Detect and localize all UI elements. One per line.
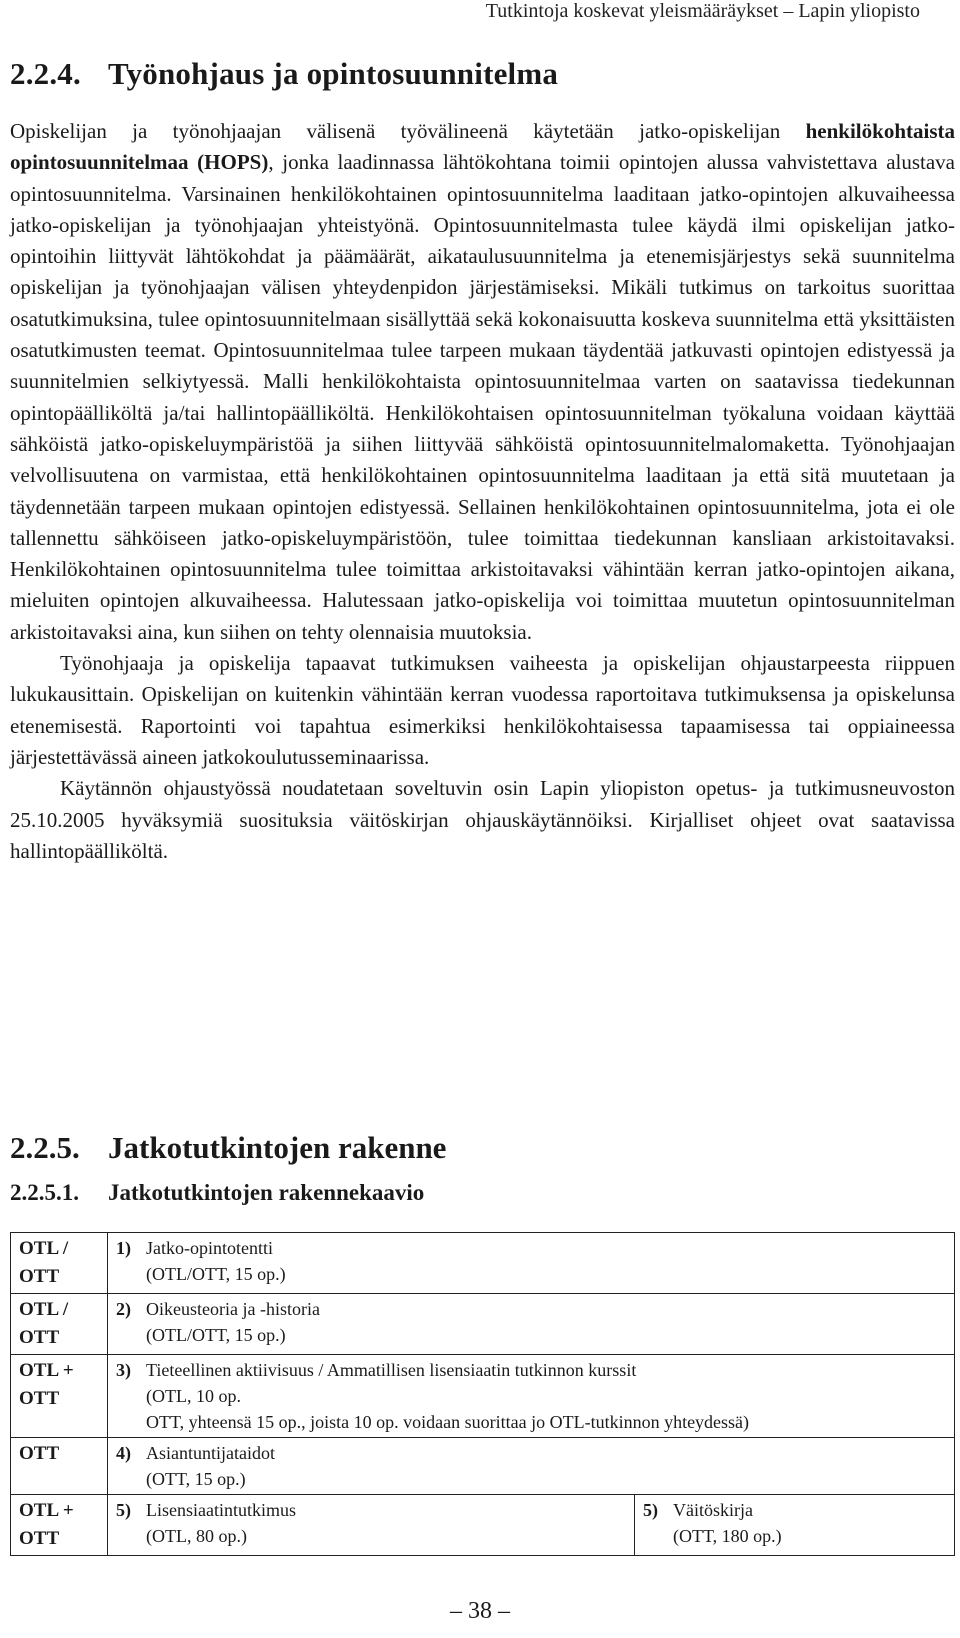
section-heading-2-2-5	[10, 1130, 446, 1166]
section-title: Työnohjaus ja opintosuunnitelma	[108, 56, 559, 91]
section-number: 2.2.5.	[10, 1130, 80, 1165]
degree-label: OTL +	[19, 1360, 74, 1381]
step-credits-note: OTT, yhteensä 15 op., joista 10 op. voidaan suorittaa jo OTL-tutkinnon yhteydessä)	[146, 1412, 750, 1432]
step-number: 2)	[116, 1299, 131, 1319]
step-number: 5)	[116, 1500, 131, 1520]
step-cell	[108, 1355, 955, 1438]
section-number: 2.2.4.	[10, 56, 81, 91]
step-credits: (OTL/OTT, 15 op.)	[146, 1264, 286, 1284]
paragraph-1-text-a: Opiskelijan ja työnohjaajan välisenä työvälineenä käytetään jatko-opiskelijan	[10, 119, 806, 143]
degree-cell	[11, 1438, 108, 1495]
step-credits: (OTL, 10 op.	[146, 1386, 241, 1406]
structure-scheme-table	[10, 1232, 955, 1556]
degree-label: OTT	[19, 1388, 60, 1409]
paragraph-2: Työnohjaaja ja opiskelija tapaavat tutkimuksen vaiheesta ja opiskelijan ohjaustarpeesta riippuen lukukausittain. Opiskelijan on kuitenkin vähintään kerran vuodessa raportoitava tutkimuksensa ja opiskelunsa etenemisestä. Raportointi voi tapahtua esimerkiksi henkilökohtaisessa tapaamisessa tai oppiaineessa järjestettävässä aineen jatkokoulutusseminaarissa.	[10, 651, 955, 769]
degree-label: OTL /	[19, 1238, 69, 1259]
step-cell-licentiate	[108, 1495, 635, 1556]
step-cell	[108, 1294, 955, 1355]
step-number: 4)	[116, 1443, 131, 1463]
degree-label: OTL /	[19, 1299, 69, 1320]
step-credits: (OTL/OTT, 15 op.)	[146, 1325, 286, 1345]
step-cell	[108, 1233, 955, 1294]
section-title: Jatkotutkintojen rakenne	[108, 1130, 447, 1165]
step-credits: (OTL, 80 op.)	[146, 1526, 247, 1546]
table-row	[11, 1294, 955, 1355]
step-number: 3)	[116, 1360, 131, 1380]
section-heading-2-2-5-1	[10, 1180, 424, 1206]
table-row	[11, 1355, 955, 1438]
step-title: Tieteellinen aktiivisuus / Ammatillisen lisensiaatin tutkinnon kurssit	[146, 1360, 637, 1380]
degree-cell	[11, 1355, 108, 1438]
step-number: 5)	[643, 1500, 658, 1520]
table-row	[11, 1233, 955, 1294]
degree-cell	[11, 1495, 108, 1556]
step-cell	[108, 1438, 955, 1495]
step-cell-dissertation	[635, 1495, 955, 1556]
paragraph-3: Käytännön ohjaustyössä noudatetaan soveltuvin osin Lapin yliopiston opetus- ja tutkimusneuvoston 25.10.2005 hyväksymiä suosituksia väitöskirjan ohjauskäytännöiksi. Kirjalliset ohjeet ovat saatavissa hallintopäälliköltä.	[10, 776, 955, 863]
step-title: Oikeusteoria ja -historia	[146, 1299, 320, 1319]
degree-label: OTT	[19, 1528, 60, 1549]
step-title: Jatko-opintotentti	[146, 1238, 273, 1258]
hops-term: henkilökohtaista opintosuunnitelmaa (HOPS)	[10, 119, 955, 175]
degree-cell	[11, 1233, 108, 1294]
step-credits: (OTT, 180 op.)	[673, 1526, 782, 1546]
degree-label: OTT	[19, 1443, 60, 1464]
body-text	[10, 116, 955, 867]
step-number: 1)	[116, 1238, 131, 1258]
table-row	[11, 1438, 955, 1495]
section-number: 2.2.5.1.	[10, 1180, 79, 1205]
step-title: Lisensiaatintutkimus	[146, 1500, 296, 1520]
paragraph-1	[10, 116, 955, 648]
degree-label: OTT	[19, 1266, 60, 1287]
degree-cell	[11, 1294, 108, 1355]
section-title: Jatkotutkintojen rakennekaavio	[108, 1180, 425, 1205]
paragraph-1-text-c: , jonka laadinnassa lähtökohtana toimii opintojen alussa vahvistettava alustava opintosuunnitelma. Varsinainen henkilökohtainen opintosuunnitelma laaditaan jatko-opintojen alkuvaiheessa jatko-opiskelijan ja työnohjaajan yhteistyönä. Opintosuunnitelmasta tulee käydä ilmi opiskelijan jatko-opintoihin liittyvät lähtökohdat ja päämäärät, aikataulusuunnitelma ja etenemisjärjestys sekä suunnitelma opiskelijan ja työnohjaajan välisen yhteydenpidon järjestämiseksi. Mikäli tutkimus on tarkoitus suorittaa osatutkimuksina, tulee opintosuunnitelmaan sisällyttää sekä kokonaisuutta koskeva suunnitelma että yksittäisten osatutkimusten teemat. Opintosuunnitelmaa tulee tarpeen mukaan täydentää jatkuvasti opintojen edistyessä ja suunnitelmien selkiytyessä. Malli henkilökohtaista opintosuunnitelmaa varten on saatavissa tiedekunnan opintopäälliköltä ja/tai hallintopäälliköltä. Henkilökohtaisen opintosuunnitelman työkaluna voidaan käyttää sähköistä jatko-opiskeluympäristöä ja siihen liittyvää sähköistä opintosuunnitelmalomaketta. Työnohjaajan velvollisuutena on varmistaa, että henkilökohtainen opintosuunnitelma laaditaan ja että sitä muutetaan ja täydennetään tarpeen mukaan opintojen edistyessä. Sellainen henkilökohtainen opintosuunnitelma, jota ei ole tallennettu sähköiseen jatko-opiskeluympäristöön, tulee toimittaa tiedekunnan kansliaan arkistoitavaksi. Henkilökohtainen opintosuunnitelma tulee toimittaa arkistoitavaksi vähintään kerran jatko-opintojen aikana, mieluiten opintojen alkuvaiheessa. Halutessaan jatko-opiskelija voi toimittaa muutetun opintosuunnitelman arkistoitavaksi aina, kun siihen on tehty olennaisia muutoksia.	[10, 150, 955, 644]
degree-label: OTT	[19, 1327, 60, 1348]
step-title: Väitöskirja	[673, 1500, 753, 1520]
section-heading-2-2-4	[10, 56, 558, 92]
degree-label: OTL +	[19, 1500, 74, 1521]
step-credits: (OTT, 15 op.)	[146, 1469, 246, 1489]
step-title: Asiantuntijataidot	[146, 1443, 275, 1463]
table-row	[11, 1495, 955, 1556]
page-number: – 38 –	[450, 1598, 510, 1624]
running-head: Tutkintoja koskevat yleismääräykset – Lapin yliopisto	[485, 0, 920, 22]
